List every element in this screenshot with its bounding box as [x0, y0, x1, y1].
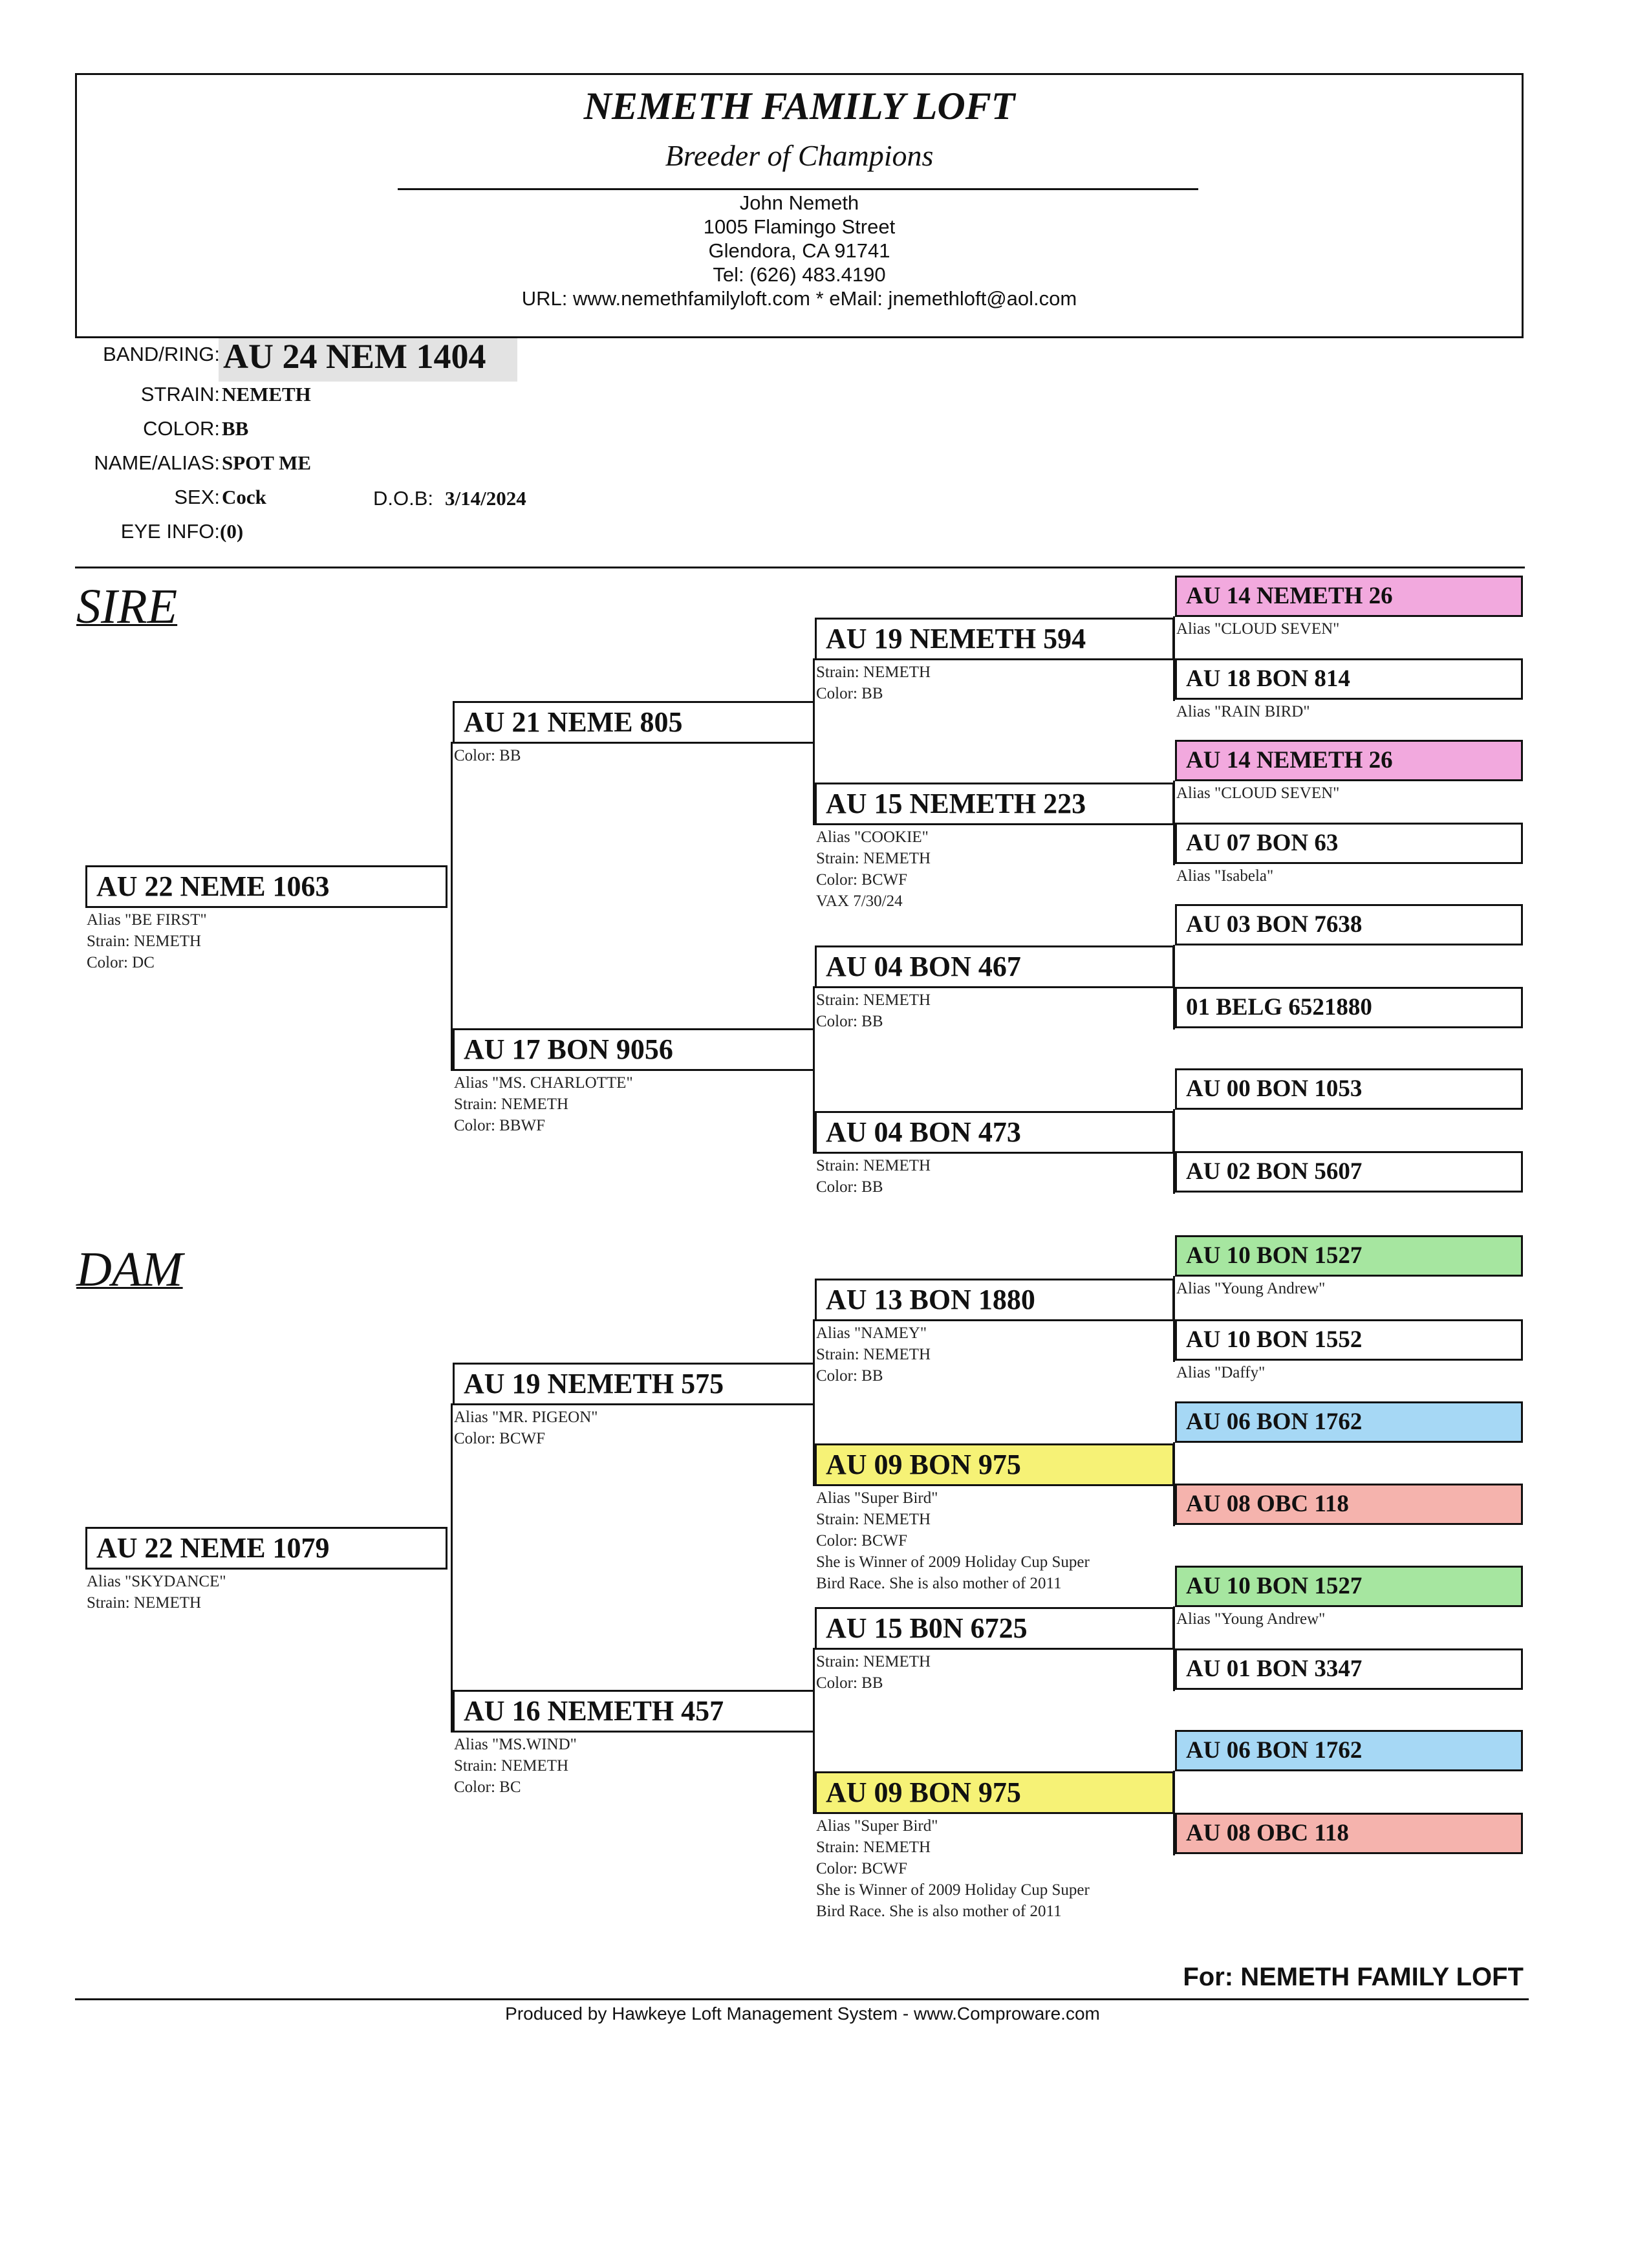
dam-gp-3-note: Alias "Super Bird": [816, 1817, 938, 1835]
connector-line: [1173, 1442, 1175, 1526]
sire-gp-0-note: Color: BB: [816, 685, 883, 702]
connector-line: [1173, 1771, 1175, 1855]
name-value: SPOT ME: [222, 451, 312, 474]
color-label: COLOR:: [143, 417, 220, 440]
dam-ggp-5: AU 01 BON 3347: [1175, 1648, 1523, 1690]
sire-ggp-4: AU 03 BON 7638: [1175, 904, 1523, 945]
strain-label: STRAIN:: [140, 383, 220, 405]
connector-line: [1173, 781, 1175, 865]
strain-value: NEMETH: [222, 383, 311, 405]
dam-ggp-2: AU 06 BON 1762: [1175, 1401, 1523, 1443]
dob-value: 3/14/2024: [445, 487, 526, 510]
sire-bird: AU 22 NEME 1063: [85, 865, 447, 908]
sire-ggp-6: AU 00 BON 1053: [1175, 1068, 1523, 1110]
owner-name: John Nemeth: [739, 191, 859, 214]
owner-street: 1005 Flamingo Street: [703, 215, 896, 238]
dam-gp-1-note: Color: BCWF: [816, 1532, 907, 1550]
sire-gp-1-note: Strain: NEMETH: [816, 850, 931, 867]
owner-phone: Tel: (626) 483.4190: [713, 263, 886, 286]
header-box: [75, 73, 1524, 338]
sire-gp-2-note: Color: BB: [816, 1013, 883, 1030]
connector-line: [1173, 616, 1175, 701]
owner-city: Glendora, CA 91741: [708, 239, 890, 262]
connector-line: [1173, 1606, 1175, 1691]
dam-gp-0-note: Color: BB: [816, 1367, 883, 1385]
footer-produced: Produced by Hawkeye Loft Management System - www.Comproware.com: [505, 2003, 1100, 2024]
dam-gp-2: AU 15 B0N 6725: [815, 1607, 1174, 1650]
sire-gp-1-note: Alias "COOKIE": [816, 828, 929, 846]
sire-bird-note: Alias "BE FIRST": [87, 911, 207, 929]
dam-ggp-3: AU 08 OBC 118: [1175, 1484, 1523, 1525]
dam-ggp-7: AU 08 OBC 118: [1175, 1813, 1523, 1854]
dam-gp-1-note: Alias "Super Bird": [816, 1489, 938, 1507]
sire-bird-note: Color: DC: [87, 954, 155, 971]
sire-gp-0: AU 19 NEMETH 594: [815, 618, 1174, 660]
sex-label: SEX:: [174, 486, 220, 508]
info-divider: [75, 567, 1525, 568]
sire-gp-0-note: Strain: NEMETH: [816, 664, 931, 681]
sire-ggp-2-note: Alias "CLOUD SEVEN": [1176, 784, 1340, 802]
sire-ggp-0-note: Alias "CLOUD SEVEN": [1176, 620, 1340, 638]
dam-gp-0-note: Alias "NAMEY": [816, 1324, 927, 1342]
band-label: BAND/RING:: [103, 343, 220, 365]
dam-gp-3-note: Color: BCWF: [816, 1860, 907, 1877]
sire-ggp-7: AU 02 BON 5607: [1175, 1151, 1523, 1193]
owner-contact: URL: www.nemethfamilyloft.com * eMail: jnemethloft@aol.com: [521, 287, 1077, 310]
connector-line: [1173, 1109, 1175, 1194]
sire-heading: SIRE: [76, 579, 178, 634]
dam-sire-bird: AU 19 NEMETH 575: [453, 1363, 815, 1405]
dam-gp-3-note: She is Winner of 2009 Holiday Cup Super: [816, 1881, 1090, 1899]
dam-gp-3-note: Bird Race. She is also mother of 2011: [816, 1903, 1062, 1920]
sex-value: Cock: [222, 486, 266, 508]
sire-dam-bird-note: Alias "MS. CHARLOTTE": [454, 1074, 633, 1092]
sire-ggp-5: 01 BELG 6521880: [1175, 987, 1523, 1028]
dam-dam-bird-note: Alias "MS.WIND": [454, 1736, 577, 1753]
sire-sire-bird: AU 21 NEME 805: [453, 701, 815, 744]
dam-gp-2-note: Color: BB: [816, 1674, 883, 1692]
sire-gp-2-note: Strain: NEMETH: [816, 991, 931, 1009]
sire-sire-bird-note: Color: BB: [454, 747, 521, 764]
dam-ggp-6: AU 06 BON 1762: [1175, 1730, 1523, 1771]
sire-gp-3-note: Strain: NEMETH: [816, 1157, 931, 1174]
dam-gp-3: AU 09 BON 975: [815, 1771, 1174, 1814]
dam-dam-bird-note: Strain: NEMETH: [454, 1757, 569, 1775]
connector-line: [1173, 1276, 1175, 1362]
connector-line: [1173, 945, 1175, 1030]
sire-ggp-1-note: Alias "RAIN BIRD": [1176, 703, 1310, 720]
sire-bird-note: Strain: NEMETH: [87, 933, 202, 950]
dam-ggp-1-note: Alias "Daffy": [1176, 1364, 1266, 1381]
dam-ggp-0-note: Alias "Young Andrew": [1176, 1280, 1326, 1297]
dam-gp-1-note: She is Winner of 2009 Holiday Cup Super: [816, 1553, 1090, 1571]
dam-sire-bird-note: Alias "MR. PIGEON": [454, 1409, 598, 1426]
sire-dam-bird-note: Strain: NEMETH: [454, 1096, 569, 1113]
dam-gp-1: AU 09 BON 975: [815, 1443, 1174, 1486]
dam-bird-note: Strain: NEMETH: [87, 1594, 202, 1612]
dam-dam-bird-note: Color: BC: [454, 1778, 521, 1796]
sire-ggp-1: AU 18 BON 814: [1175, 658, 1523, 700]
dam-gp-1-note: Bird Race. She is also mother of 2011: [816, 1575, 1062, 1592]
color-value: BB: [222, 417, 249, 440]
dam-ggp-4: AU 10 BON 1527: [1175, 1566, 1523, 1607]
header-divider: [398, 188, 1198, 190]
sire-dam-bird-note: Color: BBWF: [454, 1117, 545, 1134]
connector-line: [813, 658, 815, 825]
dam-bird: AU 22 NEME 1079: [85, 1527, 447, 1570]
sire-gp-2: AU 04 BON 467: [815, 945, 1174, 988]
dam-ggp-4-note: Alias "Young Andrew": [1176, 1610, 1326, 1628]
sire-ggp-2: AU 14 NEMETH 26: [1175, 740, 1523, 781]
dam-ggp-1: AU 10 BON 1552: [1175, 1319, 1523, 1361]
dam-gp-0: AU 13 BON 1880: [815, 1279, 1174, 1321]
sire-gp-1-note: VAX 7/30/24: [816, 892, 903, 910]
dam-dam-bird: AU 16 NEMETH 457: [453, 1690, 815, 1733]
footer-for: For: NEMETH FAMILY LOFT: [1183, 1963, 1524, 1991]
connector-line: [451, 742, 453, 1071]
sire-ggp-3: AU 07 BON 63: [1175, 823, 1523, 864]
sire-dam-bird: AU 17 BON 9056: [453, 1028, 815, 1071]
sire-gp-3: AU 04 BON 473: [815, 1111, 1174, 1154]
connector-line: [813, 1648, 815, 1814]
loft-subtitle: Breeder of Champions: [665, 139, 934, 172]
dam-gp-2-note: Strain: NEMETH: [816, 1653, 931, 1670]
dam-bird-note: Alias "SKYDANCE": [87, 1573, 226, 1590]
sire-ggp-0: AU 14 NEMETH 26: [1175, 576, 1523, 617]
sire-gp-1: AU 15 NEMETH 223: [815, 783, 1174, 825]
name-label: NAME/ALIAS:: [94, 451, 220, 474]
sire-gp-3-note: Color: BB: [816, 1178, 883, 1196]
band-value: AU 24 NEM 1404: [223, 337, 486, 376]
dam-heading: DAM: [76, 1242, 183, 1297]
eye-label: EYE INFO:: [120, 520, 220, 543]
dob-label: D.O.B:: [373, 487, 434, 510]
loft-title: NEMETH FAMILY LOFT: [583, 85, 1015, 127]
sire-gp-1-note: Color: BCWF: [816, 871, 907, 889]
dam-gp-0-note: Strain: NEMETH: [816, 1346, 931, 1363]
dam-gp-1-note: Strain: NEMETH: [816, 1511, 931, 1528]
eye-value: (0): [220, 520, 244, 543]
dam-ggp-0: AU 10 BON 1527: [1175, 1235, 1523, 1277]
sire-ggp-3-note: Alias "Isabela": [1176, 867, 1274, 885]
connector-line: [813, 1319, 815, 1486]
connector-line: [451, 1403, 453, 1733]
dam-gp-3-note: Strain: NEMETH: [816, 1839, 931, 1856]
connector-line: [813, 986, 815, 1154]
footer-divider: [75, 1998, 1529, 2000]
dam-sire-bird-note: Color: BCWF: [454, 1430, 545, 1447]
